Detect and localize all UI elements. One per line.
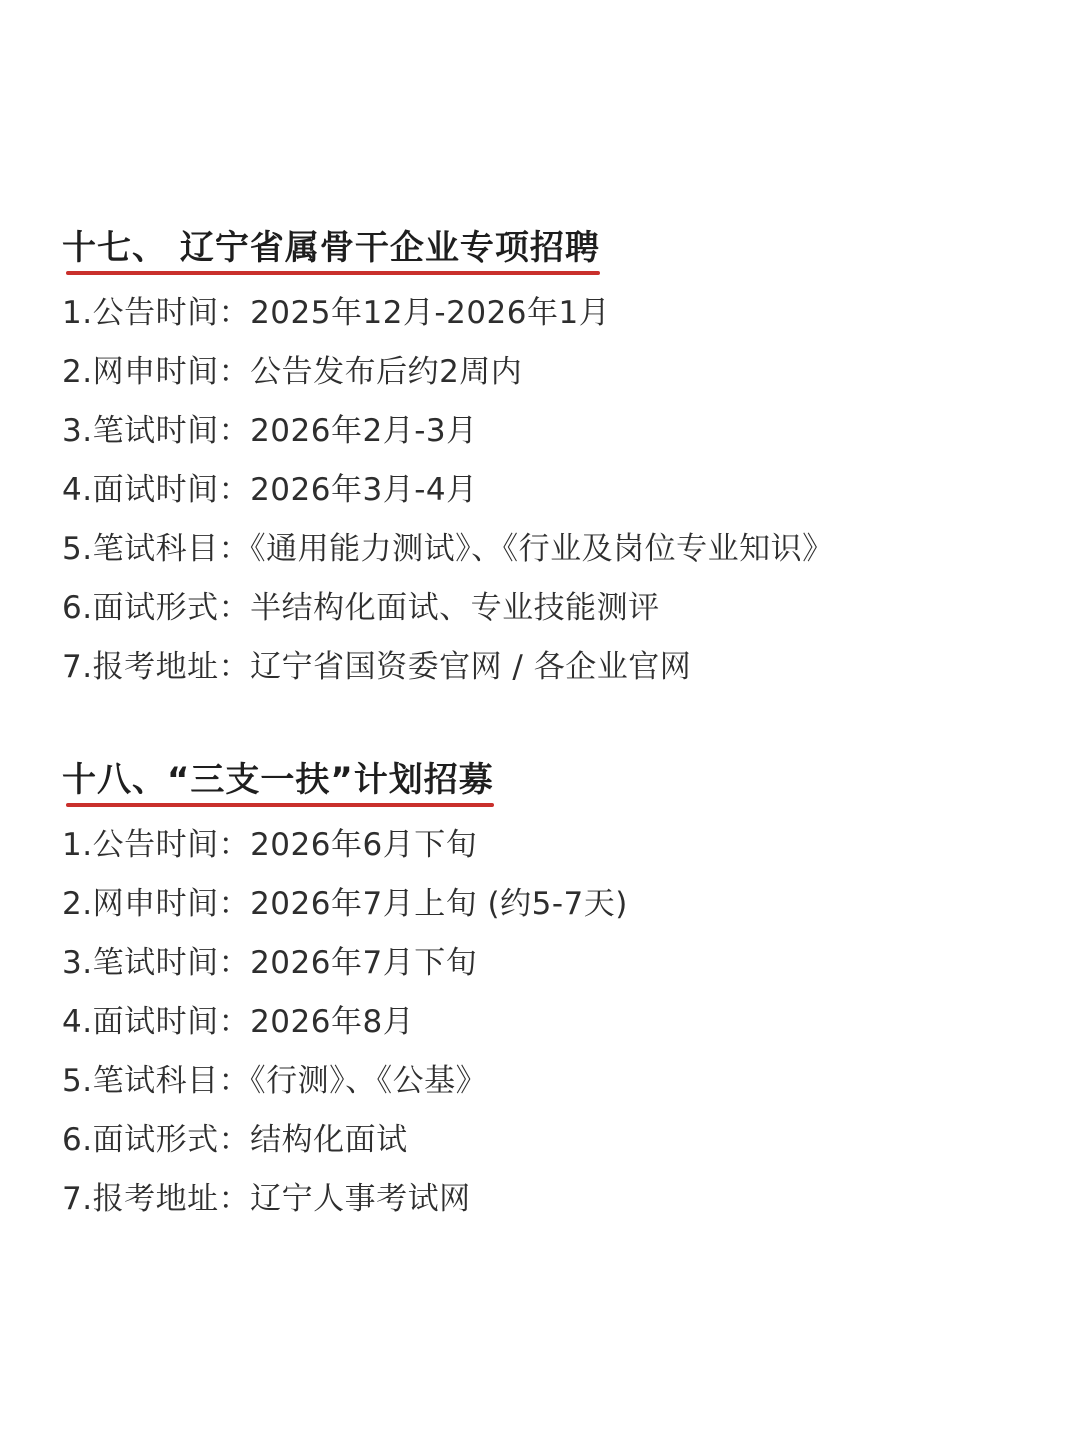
list-item: 7.报考地址：辽宁人事考试网 — [62, 1181, 471, 1217]
title-underline — [66, 271, 600, 275]
section-three-supports-one-aid — [62, 756, 1042, 1229]
info-list — [62, 816, 1042, 1229]
list-item: 5.笔试科目：《行测》、《公基》 — [62, 1063, 488, 1099]
section-title-text: 十七、 辽宁省属骨干企业专项招聘 — [62, 228, 600, 268]
list-item: 3.笔试时间：2026年7月下旬 — [62, 945, 478, 981]
section-title — [62, 756, 494, 806]
list-item: 4.面试时间：2026年3月-4月 — [62, 472, 478, 508]
list-item: 2.网申时间：公告发布后约2周内 — [62, 354, 523, 390]
list-item: 6.面试形式：结构化面试 — [62, 1122, 408, 1158]
list-item: 5.笔试科目：《通用能力测试》、《行业及岗位专业知识》 — [62, 531, 834, 567]
info-list — [62, 284, 1042, 697]
section-liaoning-enterprise-recruitment — [62, 224, 1042, 697]
list-item: 1.公告时间：2026年6月下旬 — [62, 827, 478, 863]
list-item: 1.公告时间：2025年12月-2026年1月 — [62, 295, 611, 331]
title-underline — [66, 803, 494, 807]
list-item: 7.报考地址：辽宁省国资委官网 / 各企业官网 — [62, 649, 692, 685]
section-title-text: 十八、“三支一扶”计划招募 — [62, 760, 494, 800]
list-item: 6.面试形式：半结构化面试、专业技能测评 — [62, 590, 660, 626]
list-item: 4.面试时间：2026年8月 — [62, 1004, 415, 1040]
section-title — [62, 224, 600, 274]
list-item: 2.网申时间：2026年7月上旬 (约5-7天) — [62, 886, 628, 922]
list-item: 3.笔试时间：2026年2月-3月 — [62, 413, 478, 449]
